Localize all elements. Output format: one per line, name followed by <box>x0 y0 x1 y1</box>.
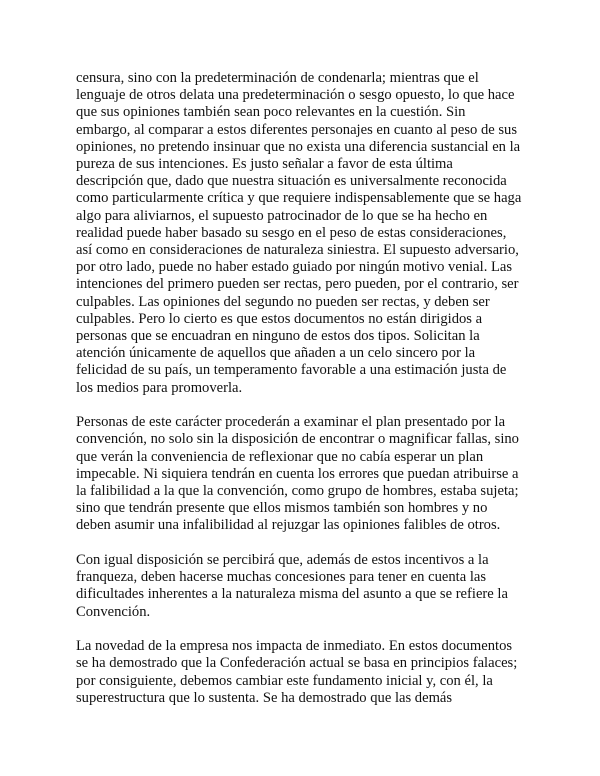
text-line: atención únicamente de aquellos que añaden a un celo sincero por la <box>76 345 476 362</box>
text-line: por otro lado, puede no haber estado guiado por ningún motivo venial. Las <box>76 259 513 276</box>
text-line: La novedad de la empresa nos impacta de inmediato. En estos documentos <box>76 638 513 655</box>
text-line: que verán la conveniencia de reflexionar que no cabía esperar un plan <box>76 448 484 465</box>
text-line: descripción que, dado que nuestra situación es universalmente reconocida <box>76 173 507 190</box>
text-line: Personas de este carácter procederán a examinar el plan presentado por la <box>76 414 506 431</box>
text-line: felicidad de su país, un temperamento favorable a una estimación justa de <box>76 362 507 379</box>
text-line: por consiguiente, debemos cambiar este fundamento inicial y, con él, la <box>76 672 493 689</box>
text-line: franqueza, deben hacerse muchas concesiones para tener en cuenta las <box>76 569 487 586</box>
text-line: Con igual disposición se percibirá que, además de estos incentivos a la <box>76 552 489 569</box>
text-line: opiniones, no pretendo insinuar que no exista una diferencia sustancial en la <box>76 138 521 155</box>
text-line: culpables. Pero lo cierto es que estos documentos no están dirigidos a <box>76 310 483 327</box>
text-line: dificultades inherentes a la naturaleza misma del asunto a que se refiere la <box>76 586 508 603</box>
text-line: se ha demostrado que la Confederación actual se basa en principios falaces; <box>76 655 518 672</box>
text-line: personas que se encuadran en ninguno de estos dos tipos. Solicitan la <box>76 328 480 345</box>
text-line: algo para aliviarnos, el supuesto patrocinador de lo que se ha hecho en <box>76 207 488 224</box>
text-line: impecable. Ni siquiera tendrán en cuenta los errores que puedan atribuirse a <box>76 465 519 482</box>
text-line: censura, sino con la predeterminación de condenarla; mientras que el <box>76 70 479 86</box>
paragraph-2 <box>76 414 536 534</box>
paragraph-1 <box>76 70 536 397</box>
text-line: pureza de sus intenciones. Es justo señalar a favor de esta última <box>76 156 453 173</box>
text-line: intenciones del primero pueden ser rectas, pero pueden, por el contrario, ser <box>76 276 519 293</box>
text-line: la falibilidad a la que la convención, como grupo de hombres, estaba sujeta; <box>76 483 519 500</box>
text-line: lenguaje de otros delata una predeterminación o sesgo opuesto, lo que hace <box>76 87 515 104</box>
text-line: así como en consideraciones de naturaleza siniestra. El supuesto adversario, <box>76 242 519 259</box>
text-line: los medios para promoverla. <box>76 379 243 396</box>
text-line: convención, no solo sin la disposición de encontrar o magnificar fallas, sino <box>76 431 519 448</box>
text-line: Convención. <box>76 603 151 620</box>
text-line: que sus opiniones también sean poco relevantes en la cuestión. Sin <box>76 104 466 121</box>
paragraph-3 <box>76 552 536 621</box>
text-line: culpables. Las opiniones del segundo no pueden ser rectas, y deben ser <box>76 293 490 310</box>
text-line: embargo, al comparar a estos diferentes personajes en cuanto al peso de sus <box>76 121 518 138</box>
text-line: deben asumir una infalibilidad al rejuzgar las opiniones falibles de otros. <box>76 517 501 534</box>
text-line: realidad puede haber basado su sesgo en el peso de estas consideraciones, <box>76 224 507 241</box>
text-line: superestructura que lo sustenta. Se ha demostrado que las demás <box>76 689 453 706</box>
paragraph-4 <box>76 638 536 707</box>
text-line: sino que tendrán presente que ellos mismos también son hombres y no <box>76 500 488 517</box>
text-line: como particularmente crítica y que requiere indispensablemente que se haga <box>76 190 522 207</box>
document-page <box>76 70 536 724</box>
